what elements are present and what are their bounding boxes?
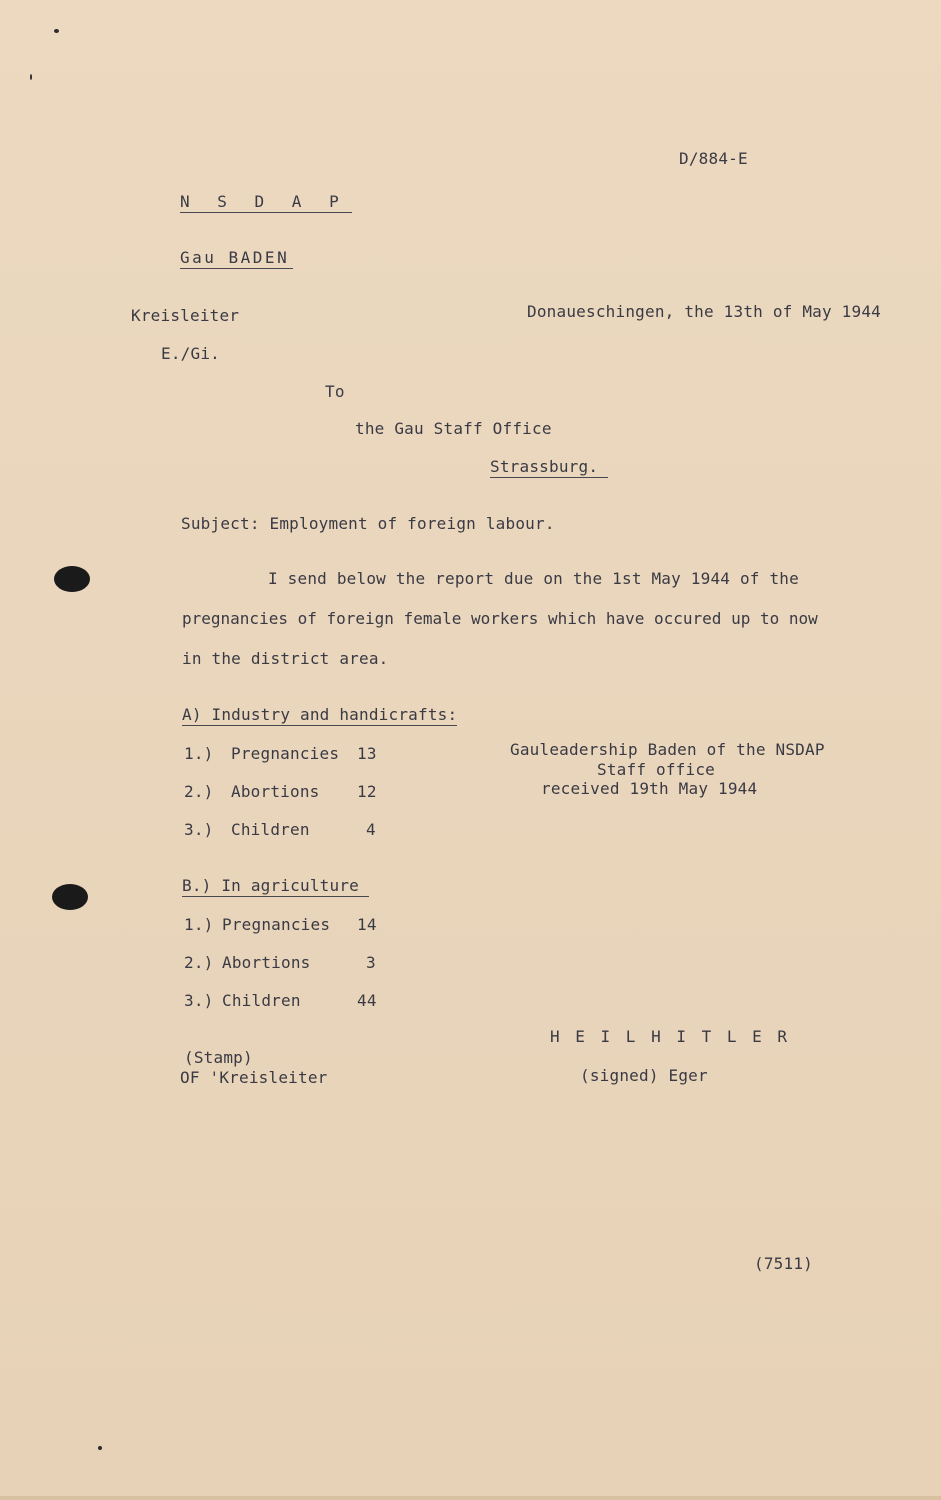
section-b-row-number: 3.) — [184, 991, 214, 1010]
section-a-row-number: 1.) — [184, 744, 214, 763]
party-heading: N S D A P — [180, 193, 352, 213]
place-date: Donaueschingen, the 13th of May 1944 — [527, 302, 881, 321]
page-number: (7511) — [754, 1254, 813, 1273]
stamp-note: (Stamp) — [184, 1048, 253, 1067]
section-a-row-number: 2.) — [184, 782, 214, 801]
section-b-row-value: 44 — [357, 991, 377, 1010]
section-a-row-number: 3.) — [184, 820, 214, 839]
ink-speck — [98, 1446, 102, 1450]
body-line-1: I send below the report due on the 1st May 1944 of the — [268, 569, 799, 588]
receipt-stamp-line-1: Gauleadership Baden of the NSDAP — [510, 740, 825, 759]
document-reference: D/884-E — [679, 149, 748, 168]
section-b-row-value: 3 — [366, 953, 376, 972]
section-b-row-value: 14 — [357, 915, 377, 934]
section-a-row-label: Abortions — [231, 782, 320, 801]
ink-speck — [54, 29, 59, 33]
section-b-row-label: Pregnancies — [222, 915, 331, 934]
ink-speck — [30, 74, 32, 80]
section-a-row-value: 4 — [366, 820, 376, 839]
subject-line: Subject: Employment of foreign labour. — [181, 514, 555, 533]
recipient-city: Strassburg. — [490, 458, 608, 478]
to-label: To — [325, 382, 345, 401]
section-b-row-label: Abortions — [222, 953, 311, 972]
section-a-row-value: 12 — [357, 782, 377, 801]
sender-title: Kreisleiter — [131, 306, 240, 325]
sender-reference: E./Gi. — [161, 344, 220, 363]
section-a-row-value: 13 — [357, 744, 377, 763]
section-a-title: A) Industry and handicrafts: — [182, 705, 458, 724]
punch-hole — [54, 566, 90, 592]
receipt-stamp-line-2: Staff office — [597, 760, 715, 779]
section-b-row-number: 1.) — [184, 915, 214, 934]
section-b-title: B.) In agriculture — [182, 877, 369, 897]
section-a-row-label: Children — [231, 820, 310, 839]
closing-salutation: H E I L H I T L E R — [550, 1027, 791, 1046]
section-b-row-number: 2.) — [184, 953, 214, 972]
gau-heading: Gau BADEN — [180, 249, 293, 269]
body-line-3: in the district area. — [182, 649, 389, 668]
recipient-name: the Gau Staff Office — [355, 419, 552, 438]
body-line-2: pregnancies of foreign female workers which have occured up to now — [182, 609, 818, 628]
signature-line: (signed) Eger — [580, 1066, 708, 1085]
punch-hole — [52, 884, 88, 910]
receipt-stamp-line-3: received 19th May 1944 — [541, 779, 758, 798]
stamp-office: OF 'Kreisleiter — [180, 1068, 328, 1087]
section-a-row-label: Pregnancies — [231, 744, 340, 763]
section-b-row-label: Children — [222, 991, 301, 1010]
